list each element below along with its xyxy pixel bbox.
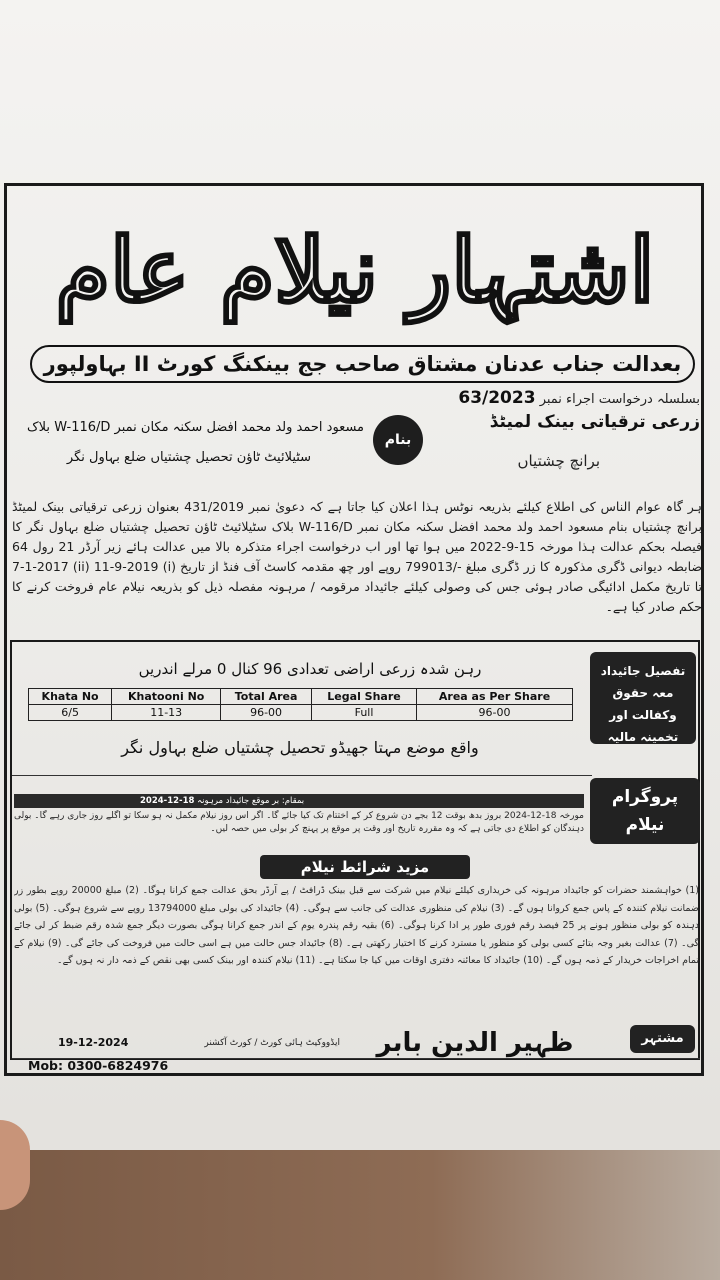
decree-holder: زرعی ترقیاتی بینک لمیٹڈ: [489, 412, 700, 432]
cell-khatooni: 11-13: [112, 705, 221, 721]
cell-total-area: 96-00: [221, 705, 312, 721]
col-khatooni: Khatooni No: [112, 689, 221, 705]
land-table: [28, 688, 573, 721]
divider: [12, 775, 592, 776]
auction-date: 18-12-2024: [140, 796, 195, 806]
col-area-per-share: Area as Per Share: [417, 689, 573, 705]
notice-paragraph: ہر گاہ عوام الناس کی اطلاع کیلئے بذریعہ نوٹس ہذا اعلان کیا جاتا ہے کہ دعویٰ نمبر 431/2019 بعنوان زرعی ترقیاتی بینک لمیٹڈ برانچ چشتیاں بنام مسعود احمد ولد محمد افضل سکنہ مکان نمبر W-116/D بلاک سٹیلائیٹ ٹاؤن تحصیل چشتیاں ضلع بہاول نگر کا فیصلہ بحکم عدالت ہذا مورخہ 15-9-2022 میں ہوا تھا اور اب درخواست اجراء متذکرہ بالا میں عدالت ہائے زیر آرڈر 21 رول 64 ضابطہ دیوانی ڈگری مذکورہ کا زر ڈگری مبلغ -/799013 روپے اور چھ مقدمہ کاسٹ آف فنڈ از تاریخ (i) 7-1-2017 (ii) 11-9-2019 تا تاریخ مکمل ادائیگی صادر ہوئی جس کی وصولی کیلئے جائیداد مرقومہ / مرہونہ مفصلہ ذیل کو بذریعہ نیلام عام فروخت کرنے کا حکم صادر کیا ہے۔: [12, 499, 702, 614]
property-tag: تفصیل جائیداد معہ حقوق وکفالت اور تخمینہ مالیہ: [590, 652, 696, 744]
desk-background: [0, 1150, 720, 1280]
auctioneer-mobile: Mob: 0300-6824976: [28, 1058, 169, 1073]
col-total-area: Total Area: [221, 689, 312, 705]
col-legal-share: Legal Share: [311, 689, 416, 705]
court-name: بعدالت جناب عدنان مشتاق صاحب جج بینکنگ کورٹ II بہاولپور: [30, 345, 695, 383]
judgment-debtor: مسعود احمد ولد محمد افضل سکنہ مکان نمبر W-116/D بلاک: [27, 420, 364, 435]
program-text: مورخہ 18-12-2024 بروز بدھ بوقت 12 بجے دن شروع کر کے اختتام تک کیا جائے گا۔ اگر اس روز نیلام مکمل نہ ہو سکا تو اگلے روز جاری رہے گا۔ بولی دہندگان کو اطلاع دی جاتی ہے کہ وہ مقررہ تاریخ اور وقت پر موقع پر پہنچ کر بولی میں حصہ لیں۔: [14, 811, 584, 834]
cell-legal-share: Full: [311, 705, 416, 721]
col-khata: Khata No: [29, 689, 112, 705]
property-heading: رہن شدہ زرعی اراضی تعدادی 96 کنال 0 مرلے اندریں: [138, 660, 482, 678]
auctioneer-designation: ایڈووکیٹ ہائی کورٹ / کورٹ آکشنر: [204, 1038, 340, 1048]
notice-title: اشتہار نیلام عام: [55, 218, 655, 322]
versus-badge: بنام: [373, 415, 423, 465]
terms-text: (1) خواہشمند حضرات کو جائیداد مرہونہ کی خریداری کیلئے نیلام میں شرکت سے قبل بینک ڈرافٹ / پے آرڈر بحق عدالت جمع کرانا ہوگا۔ (2) مبلغ 20000 روپے بطور زر ضمانت نیلام کنندہ کے پاس جمع کروانا ہوں گے۔ (3) نیلام کی منظوری عدالت کی جانب سے ہوگی۔ (4) جائیداد کی بولی مبلغ 13794000 روپے سے شروع ہوگی۔ (5) بولی دہندہ کو بولی منظور ہونے پر 25 فیصد رقم فوری طور پر ادا کرنا ہوگی۔ (6) بقیہ رقم پندرہ یوم کے اندر جمع کرانا ہوگی بصورت دیگر جمع شدہ رقم ضبط کر لی جائے گی۔ (7) عدالت بغیر وجہ بتائے کسی بولی کو منظور یا مسترد کرنے کا اختیار رکھتی ہے۔ (8) جائیداد جس حالت میں ہے اسی حالت میں فروخت کی جائے گی۔ (9) نیلام کے تمام اخراجات خریدار کے ذمہ ہوں گے۔ (10) جائیداد کا معائنہ دفتری اوقات میں کیا جا سکتا ہے۔ (11) نیلام کنندہ اور بینک کسی بھی نقص کے ذمہ دار نہ ہوں گے۔: [14, 885, 699, 966]
auctioneer-name: ظہیر الدین بابر: [376, 1028, 574, 1058]
debtor-address: سٹیلائیٹ ٹاؤن تحصیل چشتیاں ضلع بہاول نگر: [66, 450, 312, 465]
execution-number: 63/2023: [458, 388, 536, 408]
land-table-header: [29, 689, 573, 705]
table-row: [29, 705, 573, 721]
footer-date: 19-12-2024: [58, 1036, 129, 1049]
program-strip: [14, 794, 584, 808]
property-location: واقع موضع مہتا جھیڈو تحصیل چشتیاں ضلع بہاول نگر: [121, 738, 479, 757]
branch: برانچ چشتیاں: [517, 452, 600, 470]
execution-label: بسلسلہ درخواست اجراء نمبر: [539, 392, 700, 407]
program-tag: پروگرام نیلام: [590, 778, 700, 844]
cell-area-per-share: 96-00: [417, 705, 573, 721]
cell-khata: 6/5: [29, 705, 112, 721]
auction-place: بمقام: بر موقع جائیداد مرہونہ: [197, 796, 305, 806]
execution-line: [430, 388, 700, 408]
publisher-tag: مشتہر: [630, 1025, 695, 1053]
terms-heading: مزید شرائط نیلام: [260, 855, 470, 879]
